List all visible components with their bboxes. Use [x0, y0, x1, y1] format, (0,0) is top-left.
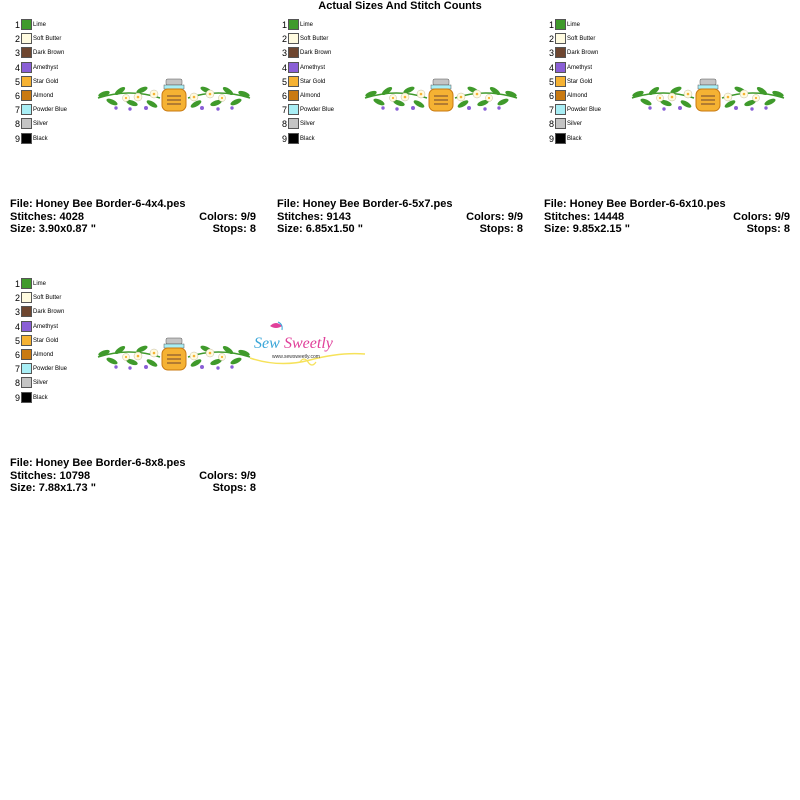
color-name: Silver	[33, 121, 49, 128]
stop-count: Stops: 8	[212, 482, 256, 494]
legend-number: 9	[14, 392, 20, 403]
color-swatch	[21, 363, 32, 374]
color-name: Lime	[33, 22, 47, 28]
color-swatch	[21, 33, 32, 44]
design-info	[10, 457, 256, 495]
design-panel-4	[10, 277, 260, 517]
color-name: Star Gold	[33, 78, 59, 85]
color-name: Powder Blue	[33, 107, 68, 114]
color-swatch	[21, 104, 32, 115]
design-info	[277, 198, 523, 236]
color-name: Lime	[567, 22, 581, 28]
file-name: File: Honey Bee Border-6-8x8.pes	[10, 457, 186, 469]
color-name: Powder Blue	[33, 366, 68, 373]
design-panel-3	[544, 18, 794, 258]
design-size: Size: 6.85x1.50 "	[277, 223, 363, 235]
design-info	[544, 198, 790, 236]
legend-number: 5	[14, 335, 20, 346]
color-swatch	[21, 321, 32, 332]
stitch-count: Stitches: 10798	[10, 469, 91, 482]
stop-count: Stops: 8	[479, 223, 523, 235]
legend-number: 7	[548, 105, 554, 116]
color-swatch	[288, 47, 299, 58]
color-name: Star Gold	[33, 337, 59, 344]
file-name: File: Honey Bee Border-6-5x7.pes	[277, 198, 453, 210]
color-swatch	[288, 19, 299, 30]
legend-number: 5	[548, 76, 554, 87]
design-size: Size: 7.88x1.73 "	[10, 482, 96, 494]
legend-number: 1	[14, 20, 20, 30]
color-name: Black	[567, 135, 582, 142]
legend-number: 2	[281, 34, 287, 45]
color-swatch	[21, 76, 32, 87]
legend-number: 3	[14, 307, 20, 318]
legend-number: 4	[281, 62, 287, 73]
legend-number: 1	[548, 20, 554, 30]
legend-number: 3	[14, 48, 20, 59]
legend-number: 4	[14, 321, 20, 332]
color-swatch	[555, 19, 566, 30]
legend-number: 6	[14, 90, 20, 101]
color-swatch	[21, 278, 32, 289]
legend-number: 7	[281, 105, 287, 116]
color-name: Star Gold	[300, 78, 326, 85]
color-count: Colors: 9/9	[199, 469, 256, 482]
legend-number: 2	[548, 34, 554, 45]
legend-number: 6	[14, 349, 20, 360]
color-swatch	[555, 104, 566, 115]
stitch-count: Stitches: 14448	[544, 210, 625, 223]
color-name: Amethyst	[300, 64, 326, 71]
design-preview	[624, 18, 792, 188]
legend-number: 8	[281, 119, 287, 130]
design-size: Size: 3.90x0.87 "	[10, 223, 96, 235]
legend-number: 2	[14, 293, 20, 304]
file-name: File: Honey Bee Border-6-4x4.pes	[10, 198, 186, 210]
legend-number: 8	[548, 119, 554, 130]
color-name: Dark Brown	[300, 50, 332, 57]
legend-number: 2	[14, 34, 20, 45]
color-name: Black	[33, 135, 48, 142]
color-name: Soft Butter	[33, 36, 62, 43]
color-name: Dark Brown	[567, 50, 599, 57]
color-swatch	[21, 306, 32, 317]
svg-text:Sew: Sew	[254, 335, 280, 352]
color-name: Powder Blue	[300, 107, 335, 114]
color-name: Amethyst	[33, 323, 59, 330]
design-preview	[90, 18, 258, 188]
color-name: Black	[33, 394, 48, 401]
design-info	[10, 198, 256, 236]
legend-number: 6	[281, 90, 287, 101]
legend-number: 5	[281, 76, 287, 87]
legend-number: 4	[548, 62, 554, 73]
sewsweetly-logo	[240, 318, 370, 380]
stop-count: Stops: 8	[746, 223, 790, 235]
embroidery-border-image	[365, 79, 518, 111]
color-swatch	[21, 19, 32, 30]
design-preview	[357, 18, 525, 188]
color-count: Colors: 9/9	[199, 210, 256, 223]
color-swatch	[555, 33, 566, 44]
color-swatch	[21, 349, 32, 360]
legend-number: 5	[14, 76, 20, 87]
color-name: Lime	[33, 281, 47, 287]
color-swatch	[21, 292, 32, 303]
color-name: Silver	[567, 121, 583, 128]
color-name: Soft Butter	[567, 36, 596, 43]
color-swatch	[555, 90, 566, 101]
color-name: Almond	[567, 92, 588, 99]
legend-number: 7	[14, 105, 20, 116]
color-swatch	[288, 104, 299, 115]
logo-url: www.sewsweetly.com	[272, 354, 320, 360]
color-swatch	[288, 133, 299, 144]
color-swatch	[21, 47, 32, 58]
color-swatch	[21, 90, 32, 101]
design-panel-2	[277, 18, 527, 258]
legend-number: 9	[548, 133, 554, 144]
color-swatch	[21, 335, 32, 346]
legend-number: 4	[14, 62, 20, 73]
color-name: Soft Butter	[33, 295, 62, 302]
color-name: Dark Brown	[33, 50, 65, 57]
color-swatch	[288, 76, 299, 87]
color-name: Lime	[300, 22, 314, 28]
color-name: Black	[300, 135, 315, 142]
color-name: Powder Blue	[567, 107, 602, 114]
color-swatch	[21, 392, 32, 403]
stitch-count: Stitches: 9143	[277, 210, 351, 223]
legend-number: 3	[548, 48, 554, 59]
color-swatch	[288, 62, 299, 73]
design-preview	[90, 277, 258, 447]
stitch-count: Stitches: 4028	[10, 210, 84, 223]
design-panel-1	[10, 18, 260, 258]
color-name: Silver	[300, 121, 316, 128]
color-name: Star Gold	[567, 78, 593, 85]
color-swatch	[555, 133, 566, 144]
color-count: Colors: 9/9	[733, 210, 790, 223]
color-name: Amethyst	[567, 64, 593, 71]
stop-count: Stops: 8	[212, 223, 256, 235]
legend-number: 7	[14, 364, 20, 375]
design-size: Size: 9.85x2.15 "	[544, 223, 630, 235]
legend-number: 8	[14, 378, 20, 389]
legend-number: 8	[14, 119, 20, 130]
color-swatch	[288, 90, 299, 101]
legend-number: 1	[14, 279, 20, 289]
embroidery-border-image	[98, 338, 251, 370]
color-name: Amethyst	[33, 64, 59, 71]
color-swatch	[21, 133, 32, 144]
color-count: Colors: 9/9	[466, 210, 523, 223]
color-swatch	[288, 118, 299, 129]
color-swatch	[288, 33, 299, 44]
color-swatch	[555, 76, 566, 87]
color-name: Almond	[300, 92, 321, 99]
embroidery-border-image	[98, 79, 251, 111]
legend-number: 1	[281, 20, 287, 30]
color-swatch	[21, 118, 32, 129]
page-title: Actual Sizes And Stitch Counts	[318, 0, 482, 12]
legend-number: 9	[281, 133, 287, 144]
file-name: File: Honey Bee Border-6-6x10.pes	[544, 198, 726, 210]
color-swatch	[555, 47, 566, 58]
legend-number: 6	[548, 90, 554, 101]
color-name: Soft Butter	[300, 36, 329, 43]
embroidery-border-image	[632, 79, 785, 111]
color-swatch	[555, 118, 566, 129]
color-name: Silver	[33, 380, 49, 387]
color-swatch	[21, 62, 32, 73]
color-name: Almond	[33, 351, 54, 358]
svg-text:Sweetly: Sweetly	[284, 335, 333, 352]
legend-number: 3	[281, 48, 287, 59]
color-name: Dark Brown	[33, 309, 65, 316]
color-name: Almond	[33, 92, 54, 99]
legend-number: 9	[14, 133, 20, 144]
color-swatch	[555, 62, 566, 73]
color-swatch	[21, 377, 32, 388]
